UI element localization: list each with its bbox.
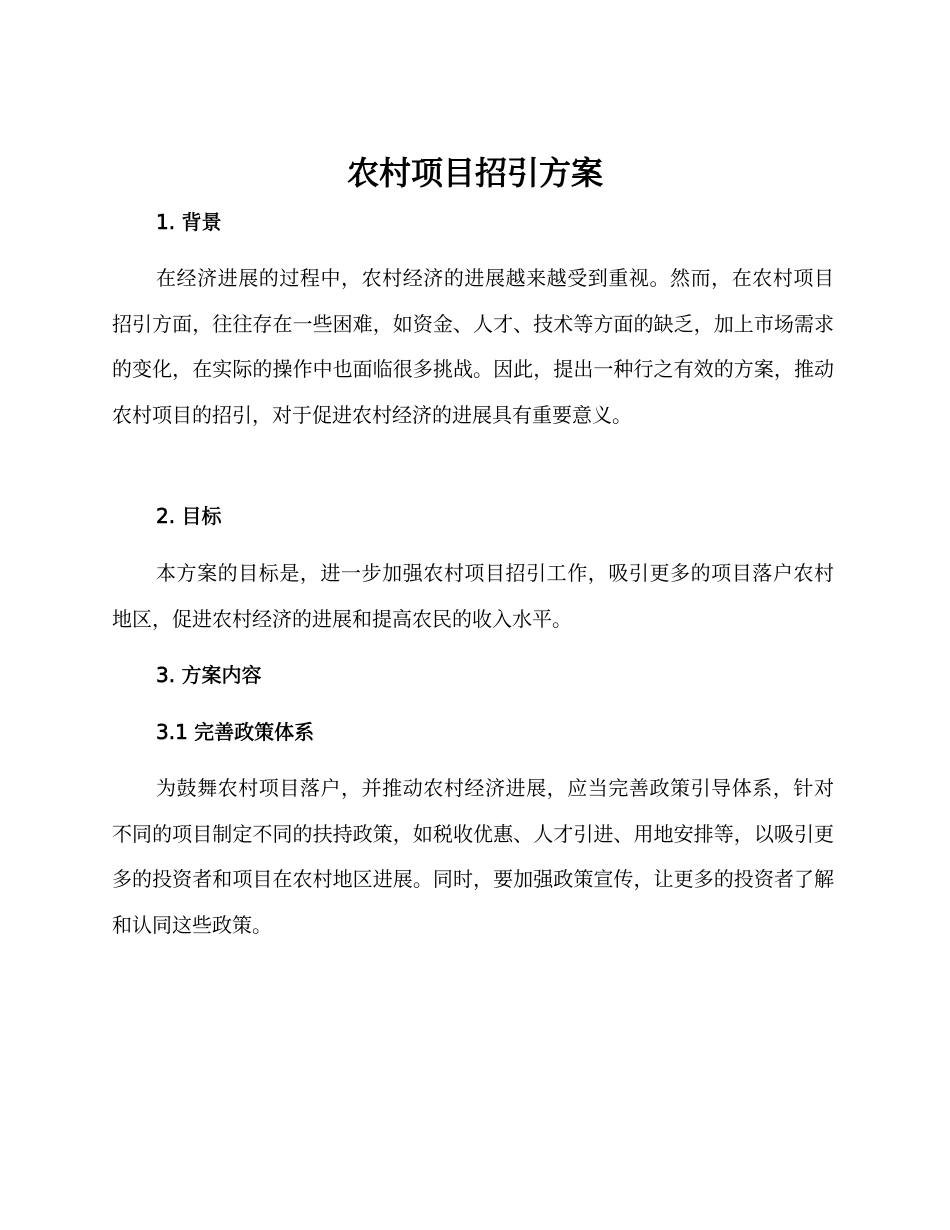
document-title: 农村项目招引方案	[346, 154, 603, 192]
paragraph-policy-system: 为鼓舞农村项目落户，并推动农村经济进展，应当完善政策引导体系，针对不同的项目制定不同的扶持政策，如税收优惠、人才引进、用地安排等，以吸引更多的投资者和项目在农村地区进展。同时，要加强政策宣传，让更多的投资者了解和认同这些政策。	[112, 776, 834, 937]
sub-heading-policy-system: 3.1 完善政策体系	[156, 720, 315, 744]
paragraph-goal: 本方案的目标是，进一步加强农村项目招引工作，吸引更多的项目落户农村地区，促进农村经济的进展和提高农民的收入水平。	[112, 561, 834, 631]
section-heading-goal: 2. 目标	[156, 504, 222, 528]
section-heading-background: 1. 背景	[156, 210, 222, 234]
paragraph-background: 在经济进展的过程中，农村经济的进展越来越受到重视。然而，在农村项目招引方面，往往存在一些困难，如资金、人才、技术等方面的缺乏，加上市场需求的变化，在实际的操作中也面临很多挑战。因此，提出一种行之有效的方案，推动农村项目的招引，对于促进农村经济的进展具有重要意义。	[112, 266, 834, 427]
section-heading-content: 3. 方案内容	[156, 663, 262, 687]
